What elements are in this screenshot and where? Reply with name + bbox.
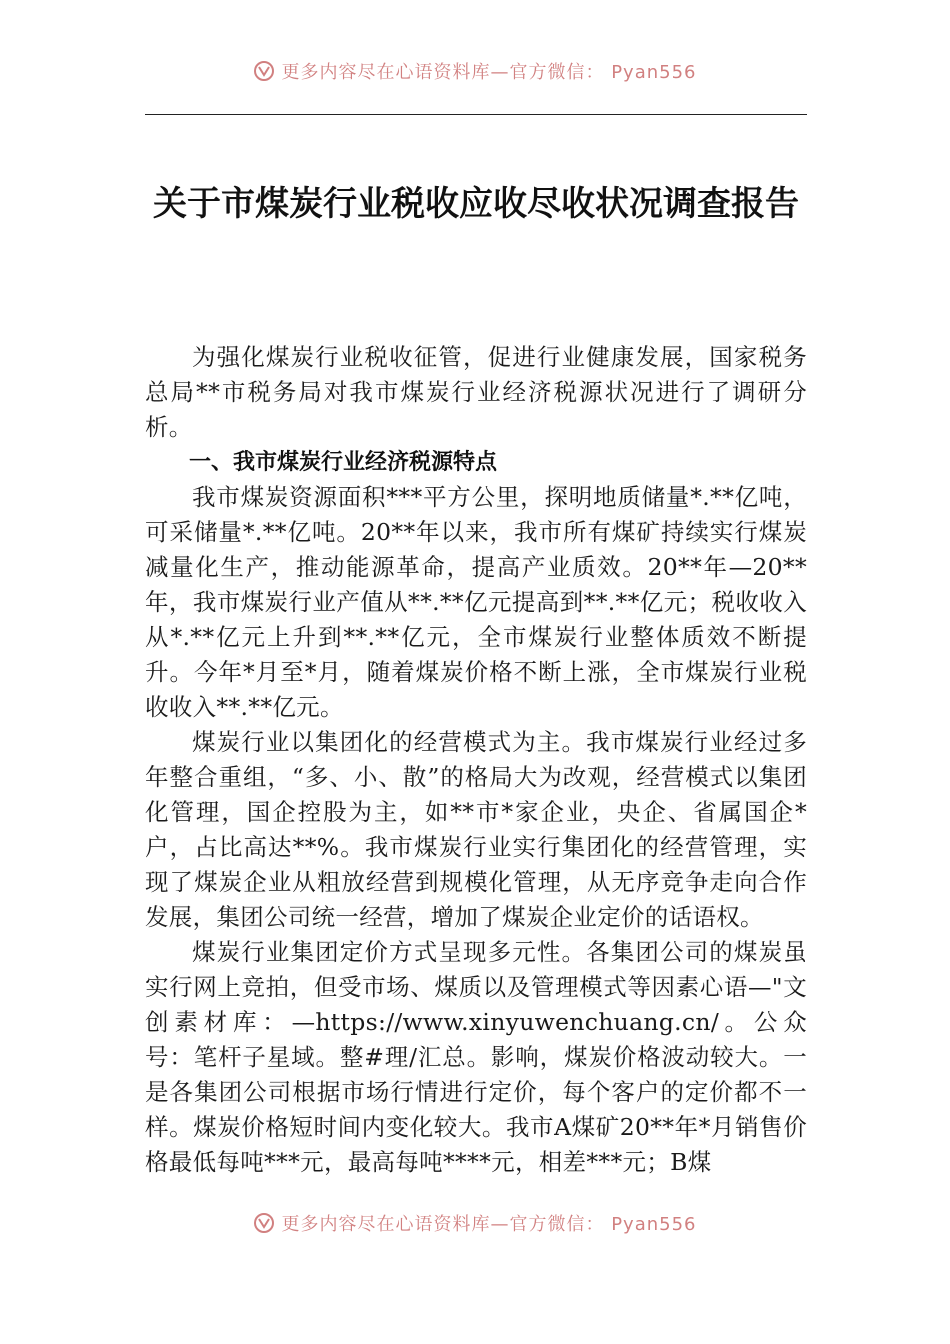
body-paragraph: 我市煤炭资源面积***平方公里，探明地质储量*.**亿吨，可采储量*.**亿吨。20**年以来，我市所有煤矿持续实行煤炭减量化生产，推动能源革命，提高产业质效。20**年—20**年，我市煤炭行业产值从**.**亿元提高到**.**亿元；税收收入从*.**亿元上升到**.**亿元，全市煤炭行业整体质效不断提升。今年*月至*月，随着煤炭价格不断上涨，全市煤炭行业税收收入**.**亿元。: [145, 483, 807, 721]
watermark-top: [0, 58, 950, 84]
watermark-bottom: [0, 1210, 950, 1236]
document-title: 关于市煤炭行业税收应收尽收状况调查报告: [153, 184, 799, 224]
watermark-text: 更多内容尽在心语资料库—官方微信： Pyan556: [281, 1214, 697, 1235]
watermark-logo-icon: [253, 1212, 275, 1234]
section-heading: 一、我市煤炭行业经济税源特点: [189, 450, 498, 475]
watermark-logo-icon: [253, 60, 275, 82]
body-paragraph: 煤炭行业以集团化的经营模式为主。我市煤炭行业经过多年整合重组，“多、小、散”的格局大为改观，经营模式以集团化管理，国企控股为主，如**市*家企业，央企、省属国企*户，占比高达**%。我市煤炭行业实行集团化的经营管理，实现了煤炭企业从粗放经营到规模化管理，从无序竞争走向合作发展，集团公司统一经营，增加了煤炭企业定价的话语权。: [145, 728, 807, 931]
header-divider: [145, 114, 807, 115]
body-paragraph: 煤炭行业集团定价方式呈现多元性。各集团公司的煤炭虽实行网上竞拍，但受市场、煤质以及管理模式等因素心语—"文创素材库：—https://www.xinyuwenchuang.cn/。公众号：笔杆子星域。整#理/汇总。影响，煤炭价格波动较大。一是各集团公司根据市场行情进行定价，每个客户的定价都不一样。煤炭价格短时间内变化较大。我市A煤矿20**年*月销售价格最低每吨***元，最高每吨****元，相差***元；B煤: [145, 938, 807, 1176]
document-body: [145, 340, 807, 1180]
intro-paragraph: 为强化煤炭行业税收征管，促进行业健康发展，国家税务总局**市税务局对我市煤炭行业经济税源状况进行了调研分析。: [145, 343, 807, 441]
watermark-text: 更多内容尽在心语资料库—官方微信： Pyan556: [281, 62, 697, 83]
